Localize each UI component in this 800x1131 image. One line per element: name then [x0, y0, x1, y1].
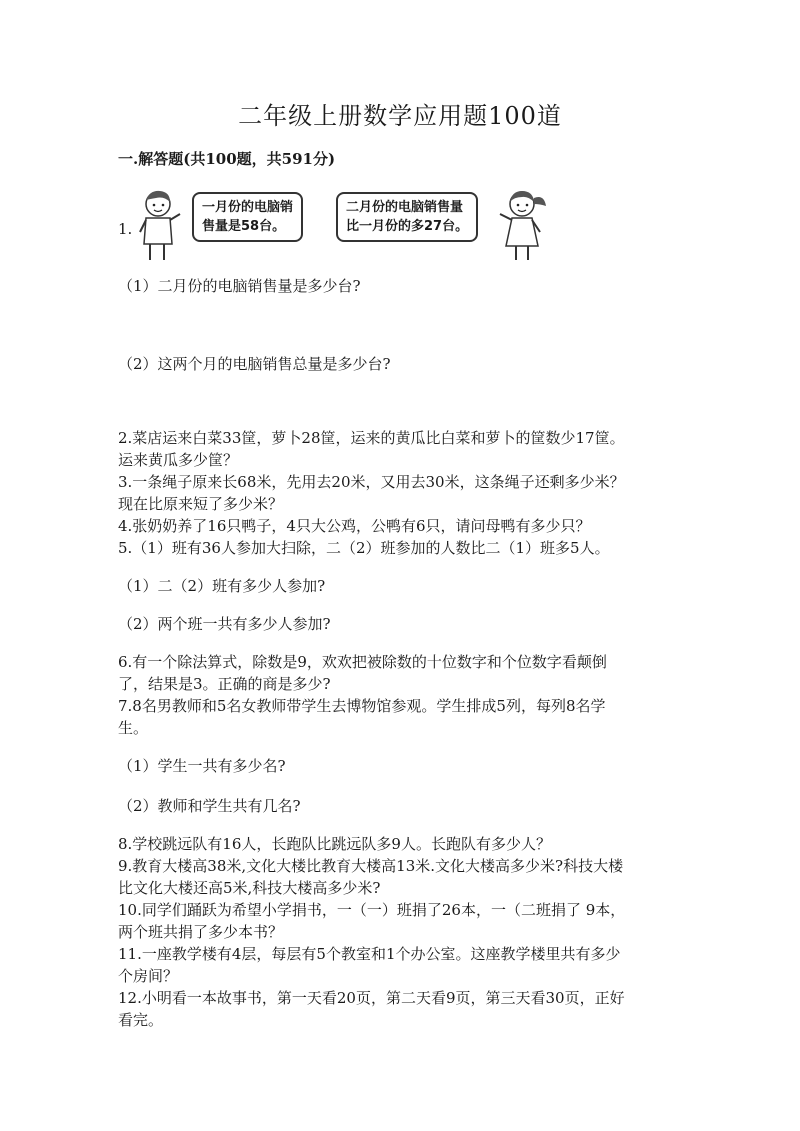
question-6-line-2: 了，结果是3。正确的商是多少?	[118, 675, 331, 693]
girl-illustration	[496, 188, 552, 264]
question-7-part-2: （2）教师和学生共有几名?	[118, 797, 301, 815]
question-1-illustration	[136, 184, 556, 264]
question-6-line-1: 6.有一个除法算式，除数是9，欢欢把被除数的十位数字和个位数字看颠倒	[118, 653, 607, 671]
question-10-line-2: 两个班共捐了多少本书？	[118, 923, 284, 941]
question-11-line-2: 个房间？	[118, 967, 179, 985]
boy-bubble-line-1: 一月份的电脑销	[202, 200, 294, 215]
girl-bubble-line-2: 比一月份的多27台。	[346, 219, 469, 234]
question-7-line-1: 7.8名男教师和5名女教师带学生去博物馆参观。学生排成5列，每列8名学	[118, 697, 606, 715]
question-10-line-1: 10.同学们踊跃为希望小学捐书，一（一）班捐了26本，一（二班捐了 9本，	[118, 901, 626, 919]
section-heading: 一.解答题(共100题，共591分)	[118, 150, 336, 168]
question-7-line-2: 生。	[118, 719, 149, 737]
question-5: 5.（1）班有36人参加大扫除，二（2）班参加的人数比二（1）班多5人。	[118, 539, 610, 557]
question-9-line-1: 9.教育大楼高38米,文化大楼比教育大楼高13米.文化大楼高多少米?科技大楼	[118, 857, 624, 875]
question-1-part-2: （2）这两个月的电脑销售总量是多少台?	[118, 355, 391, 373]
question-9-line-2: 比文化大楼还高5米,科技大楼高多少米?	[118, 879, 381, 897]
page-title: 二年级上册数学应用题100道	[238, 102, 562, 130]
boy-bubble-line-2: 售量是58台。	[202, 219, 286, 234]
question-5-part-1: （1）二（2）班有多少人参加?	[118, 577, 326, 595]
question-3-line-1: 3.一条绳子原来长68米，先用去20米，又用去30米，这条绳子还剩多少米？	[118, 473, 625, 491]
question-4: 4.张奶奶养了16只鸭子，4只大公鸡，公鸭有6只，请问母鸭有多少只？	[118, 517, 591, 535]
question-2-line-1: 2.菜店运来白菜33筐，萝卜28筐，运来的黄瓜比白菜和萝卜的筐数少17筐。	[118, 429, 625, 447]
question-2-line-2: 运来黄瓜多少筐？	[118, 451, 239, 469]
question-8: 8.学校跳远队有16人，长跑队比跳远队多9人。长跑队有多少人？	[118, 835, 551, 853]
question-12-line-1: 12.小明看一本故事书，第一天看20页，第二天看9页，第三天看30页，正好	[118, 989, 625, 1007]
girl-speech-bubble	[336, 192, 478, 242]
question-7-part-1: （1）学生一共有多少名?	[118, 757, 286, 775]
question-11-line-1: 11.一座教学楼有4层，每层有5个教室和1个办公室。这座教学楼里共有多少	[118, 945, 621, 963]
question-3-line-2: 现在比原来短了多少米？	[118, 495, 284, 513]
girl-bubble-line-1: 二月份的电脑销售量	[346, 200, 464, 215]
question-1-number: 1.	[118, 220, 133, 238]
boy-speech-bubble	[192, 192, 303, 242]
question-5-part-2: （2）两个班一共有多少人参加?	[118, 615, 331, 633]
question-12-line-2: 看完。	[118, 1011, 164, 1029]
boy-illustration	[136, 188, 184, 264]
question-1-part-1: （1）二月份的电脑销售量是多少台?	[118, 277, 361, 295]
